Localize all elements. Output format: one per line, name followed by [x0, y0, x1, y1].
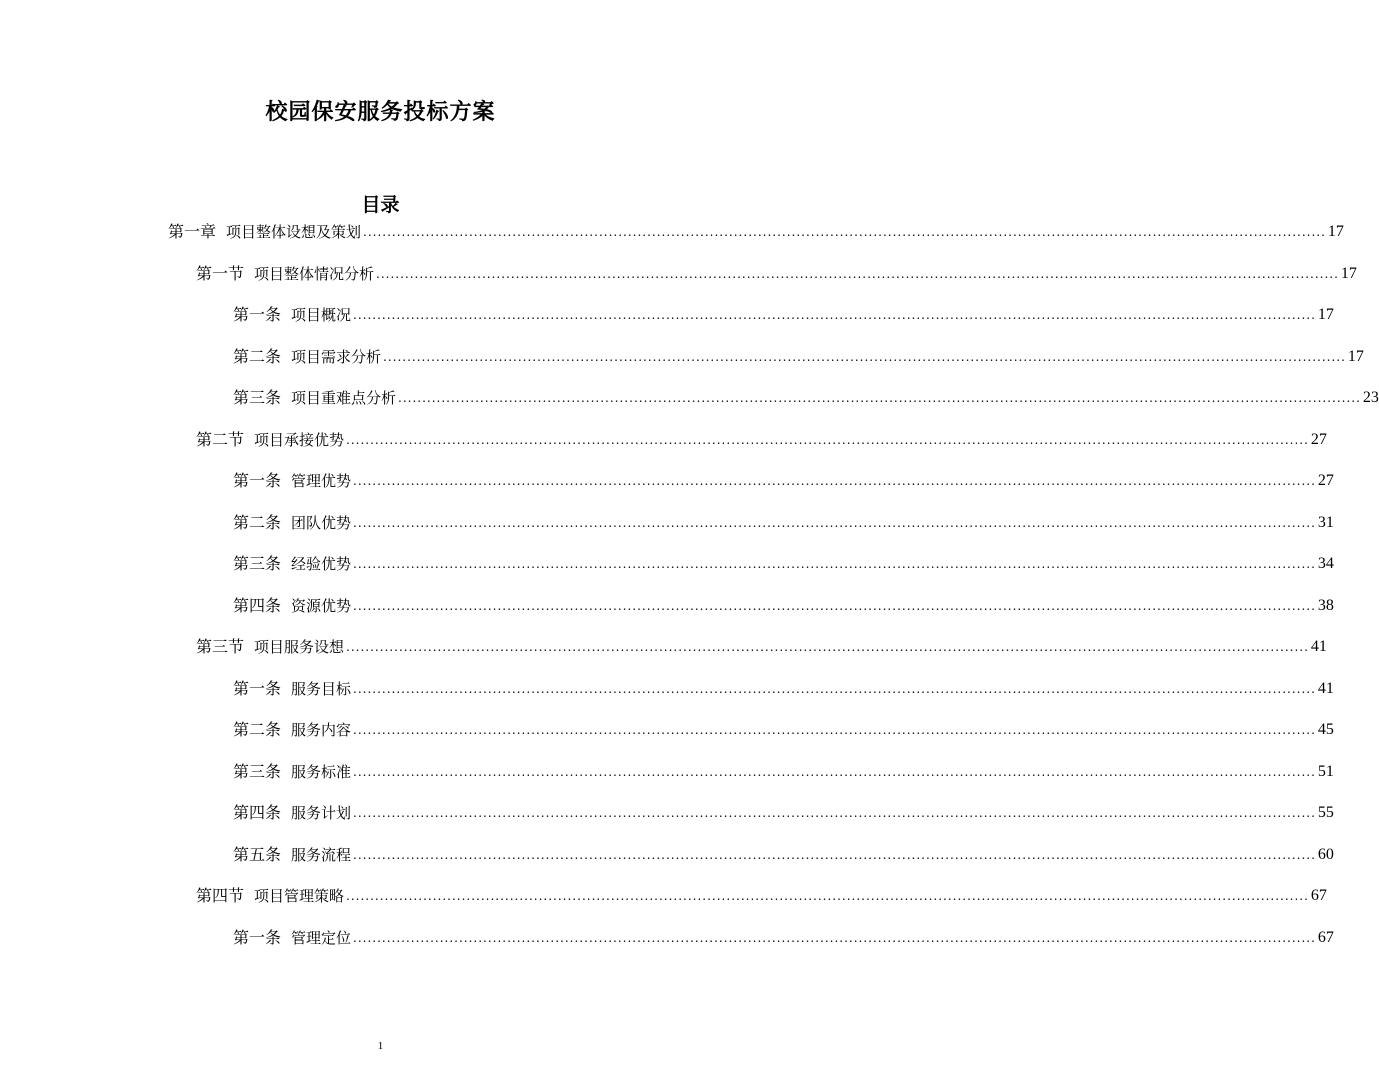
toc-leader-dots: ........................................................................................................................................................................................................ [353, 765, 1316, 779]
toc-entry-page: 38 [1317, 597, 1334, 614]
document-title: 校园保安服务投标方案 [265, 100, 496, 125]
toc-entry-title: 团队优势 [291, 514, 352, 532]
toc-entry[interactable] [233, 552, 1334, 574]
toc-entry-label: 第三条 [233, 762, 282, 781]
toc-entry-title: 经验优势 [291, 555, 352, 573]
toc-entry-label: 第一条 [233, 305, 282, 324]
toc-entry[interactable] [233, 594, 1334, 616]
toc-entry-page: 67 [1310, 887, 1327, 904]
toc-entry-title: 服务目标 [291, 680, 352, 698]
toc-entry-label: 第三条 [233, 388, 282, 407]
toc-leader-dots: ........................................................................................................................................................................................................ [353, 848, 1316, 862]
toc-entry-label: 第一章 [168, 222, 217, 241]
toc-entry[interactable] [233, 469, 1334, 491]
toc-entry-title: 项目管理策略 [254, 887, 345, 905]
toc-leader-dots: ........................................................................................................................................................................................................ [346, 433, 1309, 447]
toc-entry-title: 项目整体设想及策划 [226, 223, 362, 241]
toc-entry-label: 第二节 [196, 430, 245, 449]
toc-entry-title: 项目需求分析 [291, 348, 382, 366]
page-number: 1 [377, 1040, 384, 1052]
toc-leader-dots: ........................................................................................................................................................................................................ [353, 557, 1316, 571]
toc-entry-page: 60 [1317, 846, 1334, 863]
toc-entry-title: 服务流程 [291, 846, 352, 864]
toc-entry[interactable] [233, 760, 1334, 782]
toc-entry-title: 管理定位 [291, 929, 352, 947]
toc-entry-page: 27 [1310, 431, 1327, 448]
toc-entry[interactable] [233, 386, 1379, 408]
toc-entry-label: 第四节 [196, 886, 245, 905]
toc-leader-dots: ........................................................................................................................................................................................................ [353, 931, 1316, 945]
toc-leader-dots: ........................................................................................................................................................................................................ [353, 806, 1316, 820]
toc-entry-title: 资源优势 [291, 597, 352, 615]
toc-entry-title: 服务标准 [291, 763, 352, 781]
toc-leader-dots: ........................................................................................................................................................................................................ [346, 640, 1309, 654]
toc-entry[interactable] [233, 801, 1334, 823]
toc-entry[interactable] [233, 926, 1334, 948]
toc-entry-page: 67 [1317, 929, 1334, 946]
toc-leader-dots: ........................................................................................................................................................................................................ [353, 599, 1316, 613]
toc-entry-title: 服务计划 [291, 804, 352, 822]
toc-leader-dots: ........................................................................................................................................................................................................ [353, 682, 1316, 696]
toc-leader-dots: ........................................................................................................................................................................................................ [398, 391, 1361, 405]
toc-entry[interactable] [233, 511, 1334, 533]
toc-entry[interactable] [196, 884, 1327, 906]
toc-entry-page: 31 [1317, 514, 1334, 531]
toc-entry[interactable] [196, 262, 1357, 284]
toc-entry-title: 管理优势 [291, 472, 352, 490]
toc-entry-title: 项目服务设想 [254, 638, 345, 656]
toc-entry-page: 27 [1317, 472, 1334, 489]
toc-entry-label: 第五条 [233, 845, 282, 864]
toc-entry-title: 项目重难点分析 [291, 389, 397, 407]
toc-entry[interactable] [233, 303, 1334, 325]
toc-entry-page: 17 [1347, 348, 1364, 365]
toc-entry-label: 第二条 [233, 513, 282, 532]
toc-entry[interactable] [196, 428, 1327, 450]
toc-entry-label: 第一节 [196, 264, 245, 283]
toc-entry[interactable] [233, 843, 1334, 865]
toc-entry-title: 项目整体情况分析 [254, 265, 375, 283]
toc-entry[interactable] [233, 677, 1334, 699]
toc-entry-page: 41 [1310, 638, 1327, 655]
toc-entry-page: 55 [1317, 804, 1334, 821]
toc-leader-dots: ........................................................................................................................................................................................................ [346, 889, 1309, 903]
toc-entry-label: 第一条 [233, 471, 282, 490]
toc-entry-page: 34 [1317, 555, 1334, 572]
toc-leader-dots: ........................................................................................................................................................................................................ [353, 474, 1316, 488]
toc-entry-page: 17 [1317, 306, 1334, 323]
toc-entry-label: 第一条 [233, 679, 282, 698]
toc-leader-dots: ........................................................................................................................................................................................................ [353, 516, 1316, 530]
toc-leader-dots: ........................................................................................................................................................................................................ [353, 308, 1316, 322]
toc-entry-label: 第四条 [233, 803, 282, 822]
toc-entry-label: 第四条 [233, 596, 282, 615]
toc-entry[interactable] [233, 345, 1364, 367]
toc-entry-label: 第三条 [233, 554, 282, 573]
toc-leader-dots: ........................................................................................................................................................................................................ [376, 267, 1339, 281]
toc-entry-title: 服务内容 [291, 721, 352, 739]
toc-entry-label: 第二条 [233, 720, 282, 739]
toc-entry-title: 项目概况 [291, 306, 352, 324]
toc-entry-page: 41 [1317, 680, 1334, 697]
toc-entry[interactable] [168, 220, 1344, 242]
toc-leader-dots: ........................................................................................................................................................................................................ [363, 225, 1326, 239]
toc-entry-page: 17 [1327, 223, 1344, 240]
toc-entry[interactable] [196, 635, 1327, 657]
toc-entry-label: 第一条 [233, 928, 282, 947]
toc-leader-dots: ........................................................................................................................................................................................................ [383, 350, 1346, 364]
toc-heading: 目录 [361, 194, 400, 216]
toc-entry-page: 51 [1317, 763, 1334, 780]
toc-entry-label: 第三节 [196, 637, 245, 656]
toc-entry-title: 项目承接优势 [254, 431, 345, 449]
toc-entry-page: 45 [1317, 721, 1334, 738]
toc-entry-page: 23 [1362, 389, 1379, 406]
toc-entry-label: 第二条 [233, 347, 282, 366]
toc-leader-dots: ........................................................................................................................................................................................................ [353, 723, 1316, 737]
toc-entry-page: 17 [1340, 265, 1357, 282]
toc-entry[interactable] [233, 718, 1334, 740]
